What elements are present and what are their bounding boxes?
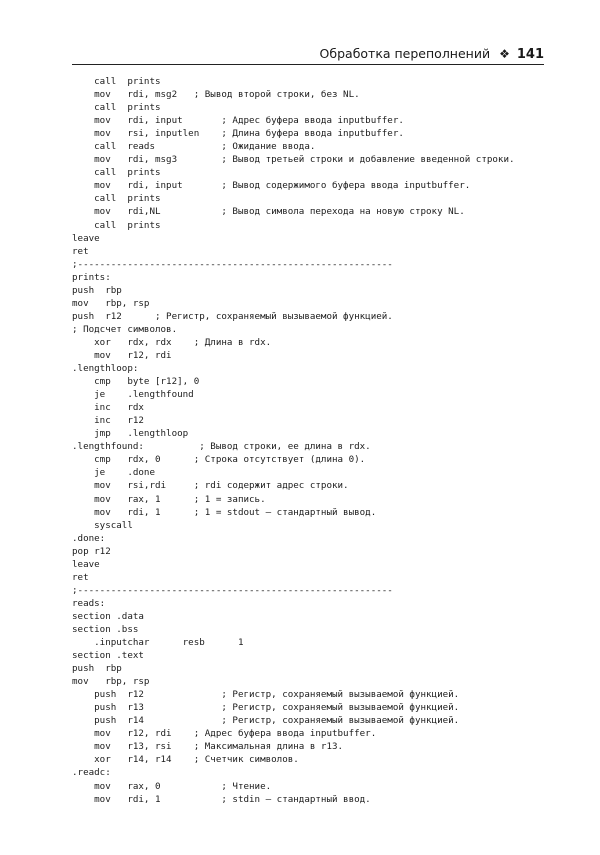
page-number: 141 bbox=[516, 47, 544, 62]
code-line: mov rdi,NL ; Вывод символа перехода на новую строку NL. bbox=[72, 206, 465, 218]
code-line: call reads ; Ожидание ввода. bbox=[72, 141, 316, 153]
code-line: call prints bbox=[72, 102, 161, 114]
code-line: push rbp bbox=[72, 284, 122, 296]
code-line: call prints bbox=[72, 167, 161, 179]
code-line: mov rsi,rdi ; rdi содержит адрес строки. bbox=[72, 480, 349, 492]
code-line: mov rax, 0 ; Чтение. bbox=[72, 780, 272, 792]
code-line: ; Подсчет символов. bbox=[72, 323, 178, 335]
code-line: syscall bbox=[72, 519, 133, 531]
code-line: .lengthloop: bbox=[72, 363, 139, 375]
header-rule bbox=[72, 64, 544, 65]
code-line: pop r12 bbox=[72, 545, 111, 557]
code-line: inc r12 bbox=[72, 415, 144, 427]
code-line: mov rdi, input ; Адрес буфера ввода inputbuffer. bbox=[72, 115, 404, 127]
code-line: push r12 ; Регистр, сохраняемый вызываемой функцией. bbox=[72, 689, 460, 701]
code-line: ;--------------------------------------------------------- bbox=[72, 258, 393, 270]
code-line: push rbp bbox=[72, 663, 122, 675]
code-line: je .lengthfound bbox=[72, 389, 194, 401]
code-line: .lengthfound: ; Вывод строки, ее длина в rdx. bbox=[72, 441, 371, 453]
code-line: leave bbox=[72, 232, 100, 244]
code-line: section .text bbox=[72, 650, 144, 662]
code-line: jmp .lengthloop bbox=[72, 428, 189, 440]
code-line: xor r14, r14 ; Счетчик символов. bbox=[72, 754, 299, 766]
code-line: xor rdx, rdx ; Длина в rdx. bbox=[72, 336, 272, 348]
code-line: call prints bbox=[72, 76, 161, 87]
code-line: cmp rdx, 0 ; Строка отсутствует (длина 0). bbox=[72, 454, 366, 466]
code-line: ret bbox=[72, 245, 89, 257]
chapter-title: Обработка переполнений bbox=[319, 46, 491, 61]
code-line: reads: bbox=[72, 597, 106, 609]
code-line: mov rdi, msg2 ; Вывод второй строки, без NL. bbox=[72, 89, 360, 101]
code-line: mov rdi, msg3 ; Вывод третьей строки и добавление введенной строки. bbox=[72, 154, 515, 166]
code-line: mov rdi, 1 ; stdin – стандартный ввод. bbox=[72, 793, 371, 805]
code-line: leave bbox=[72, 558, 100, 570]
code-line: mov rsi, inputlen ; Длина буфера ввода inputbuffer. bbox=[72, 128, 404, 140]
code-line: .done: bbox=[72, 532, 106, 544]
code-line: inc rdx bbox=[72, 402, 144, 414]
code-line: mov rdi, input ; Вывод содержимого буфера ввода inputbuffer. bbox=[72, 180, 471, 192]
code-line: call prints bbox=[72, 219, 161, 231]
code-line: section .data bbox=[72, 610, 144, 622]
code-line: section .bss bbox=[72, 623, 139, 635]
code-listing bbox=[72, 75, 542, 806]
code-line: .inputchar resb 1 bbox=[72, 637, 244, 649]
code-line: mov r12, rdi bbox=[72, 349, 172, 361]
code-line: mov rax, 1 ; 1 = запись. bbox=[72, 493, 266, 505]
code-line: je .done bbox=[72, 467, 155, 479]
code-line: cmp byte [r12], 0 bbox=[72, 376, 200, 388]
code-line: mov rbp, rsp bbox=[72, 676, 150, 688]
code-line: mov r13, rsi ; Максимальная длина в r13. bbox=[72, 741, 344, 753]
code-line: push r14 ; Регистр, сохраняемый вызываемой функцией. bbox=[72, 715, 460, 727]
code-line: mov r12, rdi ; Адрес буфера ввода inputbuffer. bbox=[72, 728, 377, 740]
code-line: push r12 ; Регистр, сохраняемый вызываемой функцией. bbox=[72, 310, 393, 322]
code-line: mov rdi, 1 ; 1 = stdout – стандартный вывод. bbox=[72, 506, 377, 518]
code-line: call prints bbox=[72, 193, 161, 205]
code-line: prints: bbox=[72, 271, 111, 283]
code-line: ret bbox=[72, 571, 89, 583]
running-header bbox=[72, 44, 544, 64]
diamond-separator-icon: ❖ bbox=[499, 47, 510, 61]
code-line: mov rbp, rsp bbox=[72, 297, 150, 309]
code-line: .readc: bbox=[72, 767, 111, 779]
code-line: ;--------------------------------------------------------- bbox=[72, 584, 393, 596]
code-line: push r13 ; Регистр, сохраняемый вызываемой функцией. bbox=[72, 702, 460, 714]
